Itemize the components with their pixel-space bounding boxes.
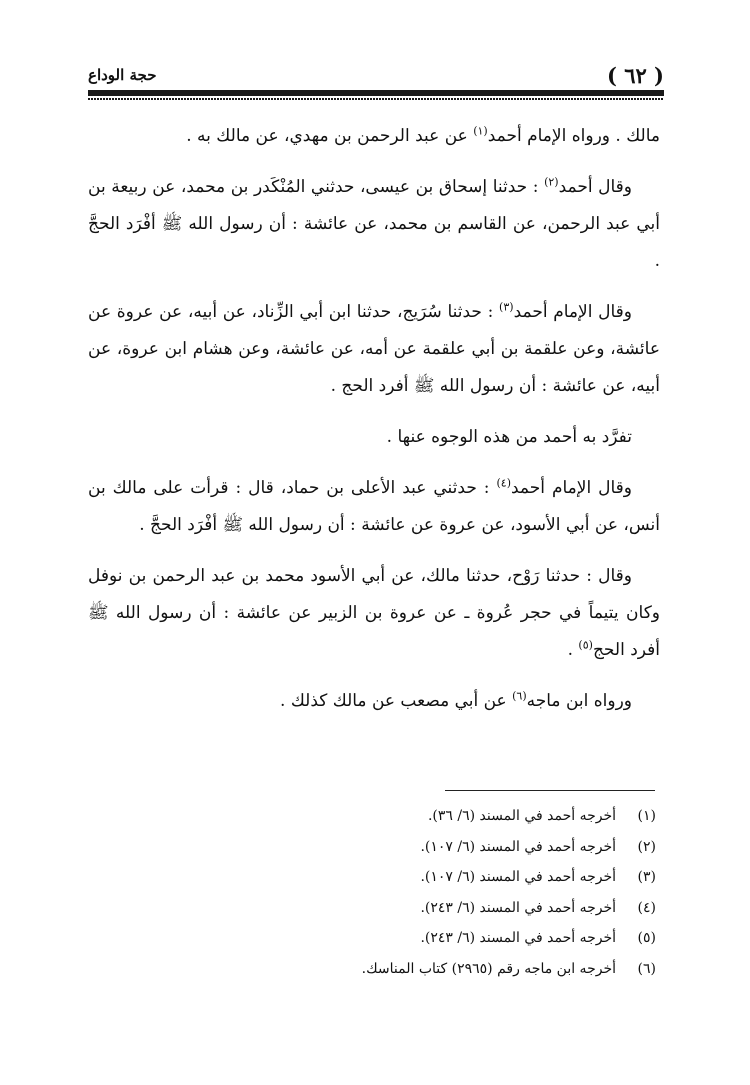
footnote-item: (٥) أخرجه أحمد في المسند (٦/ ٢٤٣). [420,930,656,946]
page-number: ( ٦٢ ) [606,62,664,88]
paragraph: وقال أحمد$^{(٢)}$ : حدثنا إسحاق بن عيسى، حدثني المُنْكَدر بن محمد، عن ربيعة بن أبي عبد الرحمن، عن القاسم بن محمد، عن عائشة : أن رسول الله ﷺ أفْرَد الحجَّ . [88,175,660,271]
footnotes [300,801,656,984]
footnote-item: (٦) أخرجه ابن ماجه رقم (٢٩٦٥) كتاب المناسك. [361,960,656,977]
footnote-ref: (٣) [499,300,514,314]
footnote-item: (١) أخرجه أحمد في المسند (٦/ ٣٦). [427,808,656,824]
paragraph: وقال : حدثنا رَوْح، حدثنا مالك، عن أبي الأسود محمد بن عبد الرحمن بن نوفل وكان يتيماً في حجر عُروة ـ عن عروة بن الزبير عن عائشة : أن رسول الله ﷺ أفرد الحج$^{(٥)}$ . [88,566,660,660]
paragraph: ورواه ابن ماجه$^{(٦)}$ عن أبي مصعب عن مالك كذلك . [280,689,632,711]
body-text [88,118,660,734]
footnote-item: (٤) أخرجه أحمد في المسند (٦/ ٢٤٣). [420,899,656,916]
header-rule-thin [88,98,664,100]
paragraph: وقال الإمام أحمد$^{(٣)}$ : حدثنا سُرَيج، حدثنا ابن أبي الزِّناد، عن أبيه، عن عروة عن عائشة، وعن علقمة بن أبي علقمة عن أمه، عن عائشة، وعن هشام ابن عروة، عن أبيه، عن عائشة : أن رسول الله ﷺ أفرد الحج . [88,300,660,396]
footnote-ref: (٢) [544,175,559,189]
running-header [88,62,664,88]
footnote-ref: (١) [473,124,488,138]
footnote-ref: (٦) [512,689,527,703]
footnote-separator [445,790,655,791]
footnote-ref: (٥) [578,638,593,652]
chapter-title: حجة الوداع [88,66,157,84]
paragraph: تفرَّد به أحمد من هذه الوجوه عنها . [386,427,632,447]
header-rule-thick [88,90,664,96]
paragraph: وقال الإمام أحمد$^{(٤)}$ : حدثني عبد الأعلى بن حماد، قال : قرأت على مالك بن أنس، عن أبي الأسود، عن عروة عن عائشة : أن رسول الله ﷺ أفْرَد الحجَّ . [88,476,660,535]
paragraph-continuation: مالك . ورواه الإمام أحمد$^{(١)}$ عن عبد الرحمن بن مهدي، عن مالك به . [186,124,660,146]
footnote-item: (٢) أخرجه أحمد في المسند (٦/ ١٠٧). [420,838,656,855]
footnote-ref: (٤) [496,476,511,490]
footnote-item: (٣) أخرجه أحمد في المسند (٦/ ١٠٧). [420,869,656,885]
